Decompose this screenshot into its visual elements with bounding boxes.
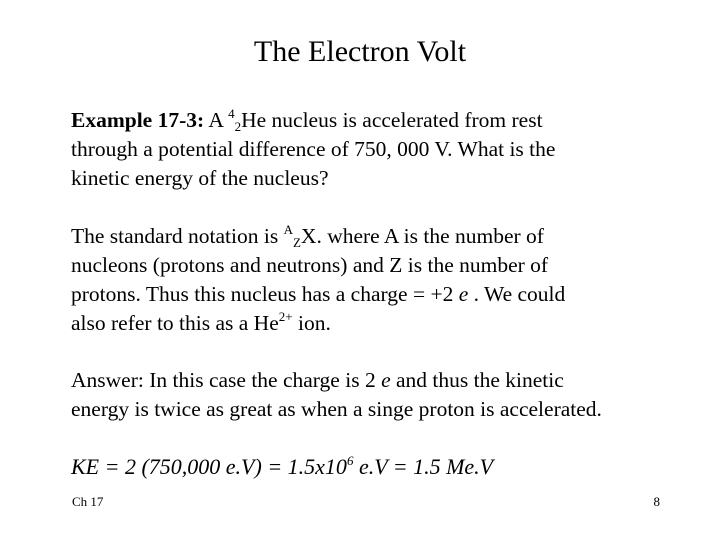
answer-line-1-b: and thus the kinetic: [390, 368, 564, 392]
equation-part-a: KE = 2 (750,000 e.V) = 1.5x10: [71, 454, 347, 479]
example-paragraph: [71, 106, 711, 193]
equation-exponent: 6: [346, 453, 354, 468]
notation-line-4-a: also refer to this as a He: [71, 311, 279, 335]
example-line-1: [71, 106, 711, 135]
notation-line-3-b: . We could: [468, 282, 566, 306]
notation-superscript-a: A: [283, 222, 293, 237]
notation-line-4-b: ion.: [292, 311, 331, 335]
atomic-number: 2: [234, 119, 242, 134]
answer-charge-e: e: [381, 368, 391, 392]
slide-title: The Electron Volt: [253, 35, 467, 68]
equation-part-b: e.V = 1.5 Me.V: [353, 454, 494, 479]
example-line-3: kinetic energy of the nucleus?: [71, 166, 329, 190]
mass-number: 4: [228, 106, 235, 121]
notation-line-4: [71, 309, 711, 338]
ion-charge-superscript: 2+: [278, 309, 293, 324]
notation-line-3: [71, 280, 711, 309]
charge-symbol-e: e: [458, 282, 469, 306]
notation-line-2: nucleons (protons and neutrons) and Z is the number of: [71, 253, 549, 277]
energy-equation: [71, 452, 711, 481]
example-text-a: A: [208, 108, 229, 132]
notation-text-b: X. where A is the number of: [300, 224, 544, 248]
notation-line-1: [71, 222, 711, 251]
footer-chapter: Ch 17: [72, 494, 104, 509]
notation-text-a: The standard notation is: [71, 224, 284, 248]
footer-page-number: 8: [653, 494, 660, 509]
example-label: Example 17-3:: [71, 108, 205, 132]
answer-line-1-a: Answer: In this case the charge is 2: [71, 368, 382, 392]
notation-line-3-a: protons. Thus this nucleus has a charge = +2: [71, 282, 459, 306]
notation-paragraph: [71, 222, 711, 338]
example-text-b: He nucleus is accelerated from rest: [241, 108, 543, 132]
answer-paragraph: [71, 366, 711, 424]
answer-line-2: energy is twice as great as when a singe proton is accelerated.: [71, 397, 602, 421]
answer-line-1: [71, 366, 711, 395]
notation-subscript-z: Z: [292, 235, 301, 250]
example-line-2: through a potential difference of 750, 000 V. What is the: [71, 137, 556, 161]
